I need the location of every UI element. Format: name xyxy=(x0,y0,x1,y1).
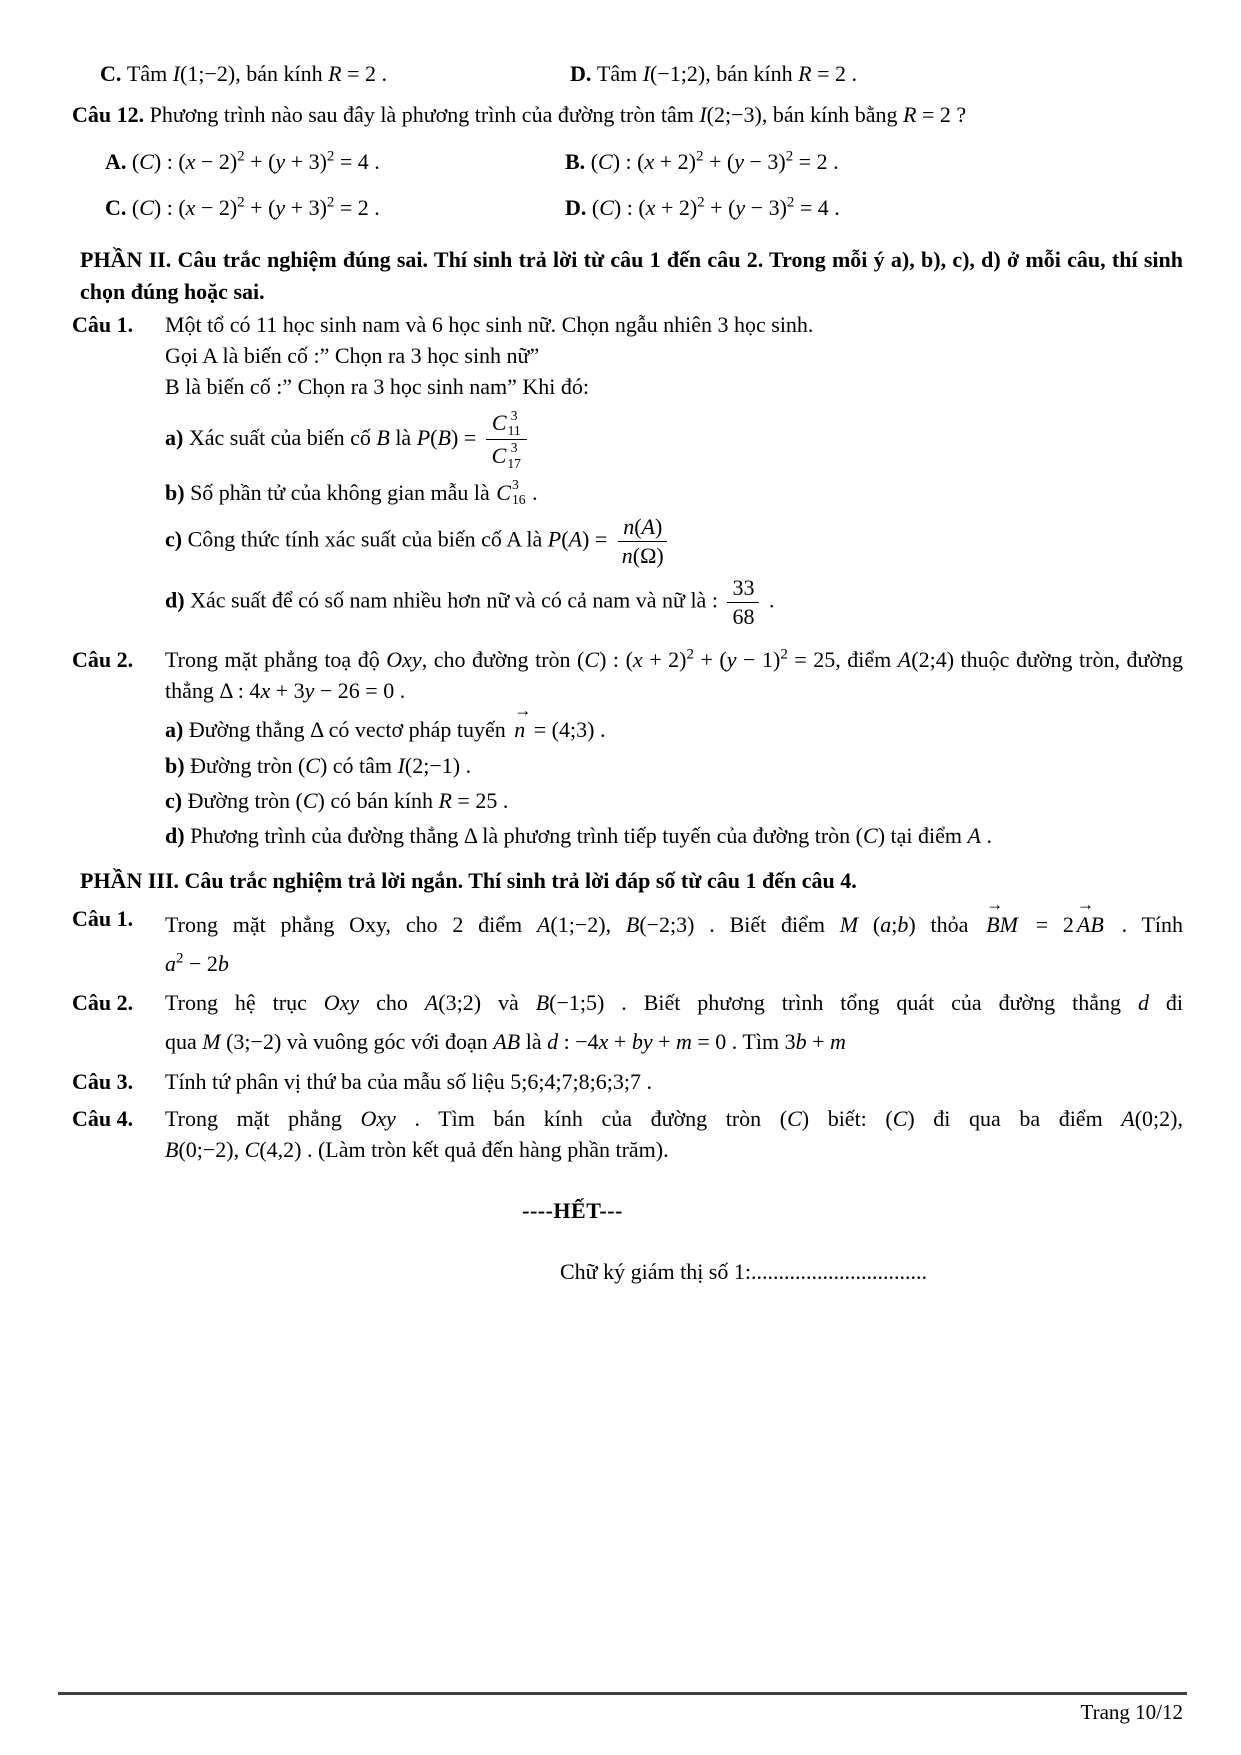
part2-q2-item-a: a) Đường thẳng Δ có vectơ pháp tuyến → n = (4;3) . xyxy=(165,701,606,743)
part2-q2-label: Câu 2. xyxy=(72,646,134,672)
part3-q1 xyxy=(72,895,1184,979)
q11-option-d: D. Tâm I(−1;2), bán kính R = 2 . xyxy=(570,61,857,86)
part3-q2-label: Câu 2. xyxy=(72,990,134,1016)
end-mark: ----HẾT--- xyxy=(522,1198,623,1224)
part2-q1 xyxy=(72,309,1183,636)
part3-q2 xyxy=(72,987,1183,1057)
part3-q4-line-1: Trong mặt phẳng Oxy . Tìm bán kính của đường tròn (C) biết: (C) đi qua ba điểm A(0;2), xyxy=(165,1105,1183,1131)
part3-q4 xyxy=(72,1103,1183,1165)
part3-q4-label: Câu 4. xyxy=(72,1105,134,1131)
part3-q3-label: Câu 3. xyxy=(72,1068,134,1094)
part2-q1-stem-line-1: Một tổ có 11 học sinh nam và 6 học sinh nữ. Chọn ngẫu nhiên 3 học sinh. xyxy=(165,311,814,337)
part2-q2-item-b: b) Đường tròn (C) có tâm I(2;−1) . xyxy=(165,752,472,778)
part3-header: PHẦN III. Câu trắc nghiệm trả lời ngắn. Thí sinh trả lời đáp số từ câu 1 đến câu 4. xyxy=(80,868,857,894)
part3-q1-line-2: $a^2 - 2b$ xyxy=(165,950,229,976)
part3-q2-line-1: Trong hệ trục Oxy cho A(3;2) và B(−1;5) . Biết phương trình tổng quát của đường thẳng d đi xyxy=(165,990,1183,1016)
part2-q1-stem-line-3: B là biến cố :” Chọn ra 3 học sinh nam” Khi đó: xyxy=(165,374,590,400)
part2-q1-item-a: a) Xác suất của biến cố B là P(B) = C 3 11 C 3 17 xyxy=(165,409,1183,471)
part3-q2-line-2: qua M (3;−2) và vuông góc với đoạn AB là d : −4x + by + m = 0 . Tìm 3b + m xyxy=(165,1029,846,1055)
part3-q4-line-2: B(0;−2), C(4,2) . (Làm tròn kết quả đến hàng phần trăm). xyxy=(165,1136,669,1162)
page-number: Trang 10/12 xyxy=(1080,1700,1183,1724)
q12-option-a: A. (C) : $(x - 2)^2 + (y + 3)^2 = 4$ . xyxy=(105,148,380,174)
signature-line: Chữ ký giám thị số 1:................................ xyxy=(560,1259,927,1285)
q12-options-row-1 xyxy=(72,138,1183,184)
q11-options-row xyxy=(72,58,1183,89)
part2-q2-item-c: c) Đường tròn (C) có bán kính R = 25 . xyxy=(165,787,509,813)
q12-option-c: C. (C) : $(x - 2)^2 + (y + 3)^2 = 2$ . xyxy=(105,194,380,220)
part3-q3-line-1: Tính tứ phân vị thứ ba của mẫu số liệu 5;6;4;7;8;6;3;7 . xyxy=(165,1068,653,1094)
part3-q1-label: Câu 1. xyxy=(72,905,134,931)
part3-q4-body xyxy=(165,1103,1183,1165)
part2-q2-body xyxy=(165,644,1183,855)
part2-q1-item-c: c) Công thức tính xác suất của biến cố A là P(A) = $\frac{n(A)}{n(\Omega)}$ xyxy=(165,514,1183,569)
part2-q1-stem-line-2: Gọi A là biến cố :” Chọn ra 3 học sinh nữ” xyxy=(165,343,540,369)
q12-options-row-2 xyxy=(72,184,1183,230)
part3-q2-body xyxy=(165,987,1183,1057)
part2-q2-item-d: d) Phương trình của đường thẳng Δ là phương trình tiếp tuyến của đường tròn (C) tại điểm A . xyxy=(165,823,992,849)
footer-rule xyxy=(58,1692,1187,1695)
q12-option-d: D. (C) : $(x + 2)^2 + (y - 3)^2 = 4$ . xyxy=(565,194,840,220)
part2-q1-item-d: d) Xác suất để có số nam nhiều hơn nữ và có cả nam và nữ là : $\frac{33}{68}$ . xyxy=(165,575,775,629)
part2-q1-body xyxy=(165,309,1183,636)
q12-option-b: B. (C) : $(x + 2)^2 + (y - 3)^2 = 2$ . xyxy=(565,148,839,174)
part3-q1-line-1: Trong mặt phẳng Oxy, cho 2 điểm A(1;−2), B(−2;3) . Biết điểm M (a;b) thỏa → BM = 2 → AB . Tính xyxy=(165,895,1184,937)
part2-q2 xyxy=(72,644,1183,855)
part2-q1-label: Câu 1. xyxy=(72,311,134,337)
q12-stem: Câu 12. Phương trình nào sau đây là phương trình của đường tròn tâm I(2;−3), bán kính bằng R = 2 ? xyxy=(72,102,967,128)
part2-q1-item-b: b) Số phần tử của không gian mẫu là C 3 16 . xyxy=(165,476,538,507)
part3-q3 xyxy=(72,1066,1183,1097)
part2-q2-stem: Trong mặt phẳng toạ độ Oxy, cho đường tròn (C) : $(x + 2)^2 + (y - 1)^2 = 25$, điểm A(2;4) thuộc đường tròn, đường thẳng Δ : 4x + 3y − 26 = 0 . xyxy=(165,646,1184,704)
part2-header: PHẦN II. Câu trắc nghiệm đúng sai. Thí sinh trả lời từ câu 1 đến câu 2. Trong mỗi ý a), b), c), d) ở mỗi câu, thí sinh chọn đúng hoặc sai. xyxy=(80,247,1183,304)
q11-option-c: C. Tâm I(1;−2), bán kính R = 2 . xyxy=(100,61,387,86)
part3-q1-body xyxy=(165,895,1184,979)
